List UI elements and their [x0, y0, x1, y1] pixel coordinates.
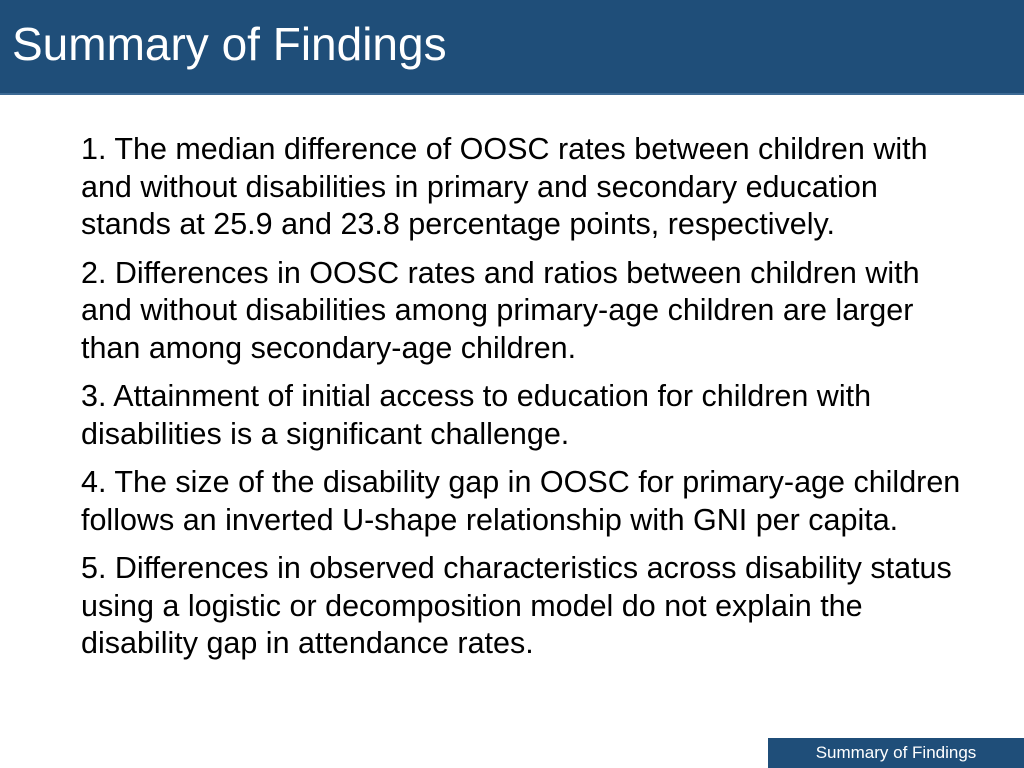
finding-item-5: 5. Differences in observed characteristics across disability status using a logistic or decomposition model do not explain the disability gap in attendance rates. [81, 551, 952, 660]
finding-item-4: 4. The size of the disability gap in OOSC for primary-age children follows an inverted U-shape relationship with GNI per capita. [81, 465, 961, 537]
title-bar [0, 0, 1024, 95]
footer-section-label: Summary of Findings [768, 738, 1024, 768]
page-title: Summary of Findings [12, 18, 447, 70]
finding-item-1: 1. The median difference of OOSC rates between children with and without disabilities in primary and secondary education stands at 25.9 and 23.8 percentage points, respectively. [81, 132, 928, 241]
finding-item-2: 2. Differences in OOSC rates and ratios between children with and without disabilities among primary-age children are larger than among secondary-age children. [81, 255, 920, 365]
findings-list [81, 131, 961, 736]
finding-item-3: 3. Attainment of initial access to education for children with disabilities is a significant challenge. [81, 379, 872, 451]
